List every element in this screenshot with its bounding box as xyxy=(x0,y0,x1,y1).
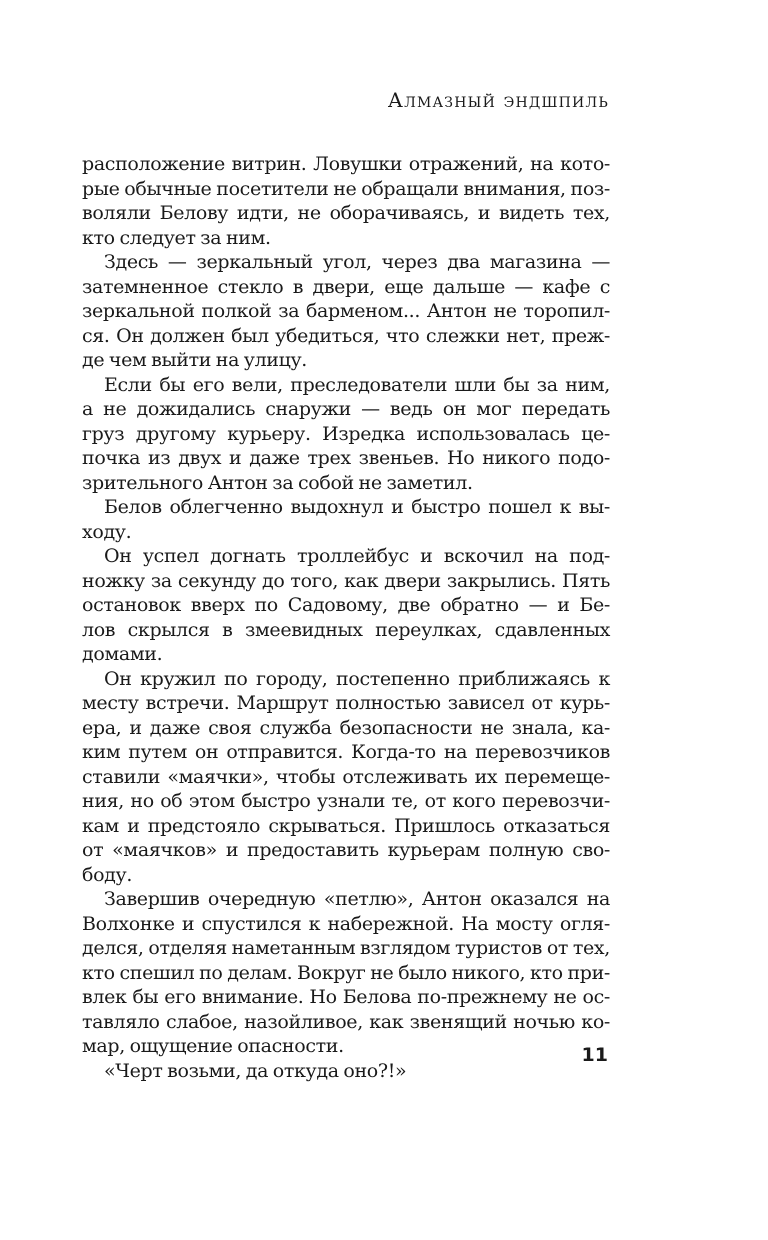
text-line: затемненное стекло в двери, еще дальше — кафе с xyxy=(82,275,610,298)
text-line: Здесь — зеркальный угол, через два магазина — xyxy=(104,251,610,273)
text-line: тавляло слабое, назойливое, как звенящий ночью ко- xyxy=(82,1010,610,1033)
text-line: домами. xyxy=(82,643,163,665)
text-line: зеркальной полкой за барменом... Антон не торопил- xyxy=(82,300,610,322)
page-number: 11 xyxy=(581,1044,608,1066)
paragraph xyxy=(82,152,610,250)
text-line: ставили «маячки», чтобы отслеживать их перемеще- xyxy=(82,765,610,788)
text-line: ким путем он отправится. Когда-то на перевозчиков xyxy=(82,741,610,763)
text-line: влек бы его внимание. Но Белова по-прежнему не ос- xyxy=(82,986,610,1008)
text-line: де чем выйти на улицу. xyxy=(82,349,307,371)
paragraph xyxy=(82,1059,610,1084)
paragraph xyxy=(82,544,610,667)
text-line: кто следует за ним. xyxy=(82,226,271,249)
text-line: а не дожидались снаружи — ведь он мог передать xyxy=(82,398,610,420)
text-line: лов скрылся в змеевидных переулках, сдавленных xyxy=(82,618,610,641)
text-line: Он кружил по городу, постепенно приближаясь к xyxy=(104,667,610,690)
text-line: ся. Он должен был убедиться, что слежки нет, преж- xyxy=(82,324,610,347)
text-line: ния, но об этом быстро узнали те, от кого перевозчи- xyxy=(82,790,610,812)
paragraph xyxy=(82,667,610,888)
paragraph xyxy=(82,373,610,496)
text-line: кам и предстояло скрываться. Пришлось отказаться xyxy=(82,814,610,837)
paragraph xyxy=(82,887,610,1059)
text-line: делся, отделяя наметанным взглядом туристов от тех, xyxy=(82,937,610,959)
text-line: ера, и даже своя служба безопасности не знала, ка- xyxy=(82,716,610,739)
text-line: Белов облегченно выдохнул и быстро пошел к вы- xyxy=(104,496,610,518)
text-line: почка из двух и даже трех звеньев. Но никого подо- xyxy=(82,447,610,469)
text-line: расположение витрин. Ловушки отражений, на кото- xyxy=(82,153,610,175)
text-line: мар, ощущение опасности. xyxy=(82,1035,344,1057)
text-line: от «маячков» и предоставить курьерам полную сво- xyxy=(82,839,610,861)
body-text xyxy=(82,152,610,1083)
text-line: ходу. xyxy=(82,520,132,543)
paragraph xyxy=(82,250,610,373)
text-line: Волхонке и спустился к набережной. На мосту огля- xyxy=(82,912,610,935)
paragraph xyxy=(82,495,610,544)
text-line: остановок вверх по Садовому, две обратно — и Бе- xyxy=(82,594,610,616)
text-line: кто спешил по делам. Вокруг не было никого, кто при- xyxy=(82,961,610,984)
text-line: Он успел догнать троллейбус и вскочил на под- xyxy=(104,545,610,567)
text-line: ножку за секунду до того, как двери закрылись. Пять xyxy=(82,569,610,592)
text-line: Если бы его вели, преследователи шли бы за ним, xyxy=(104,373,610,396)
running-header: Алмазный эндшпиль xyxy=(387,88,609,112)
text-line: груз другому курьеру. Изредка использовалась це- xyxy=(82,422,610,445)
text-line: месту встречи. Маршрут полностью зависел от курь- xyxy=(82,692,610,714)
text-line: «Черт возьми, да откуда оно?!» xyxy=(104,1059,407,1082)
text-line: рые обычные посетители не обращали внимания, поз- xyxy=(82,177,610,200)
text-line: Завершив очередную «петлю», Антон оказался на xyxy=(104,888,610,910)
text-line: зрительного Антон за собой не заметил. xyxy=(82,471,473,494)
text-line: воляли Белову идти, не оборачиваясь, и видеть тех, xyxy=(82,202,610,224)
text-line: боду. xyxy=(82,863,133,886)
